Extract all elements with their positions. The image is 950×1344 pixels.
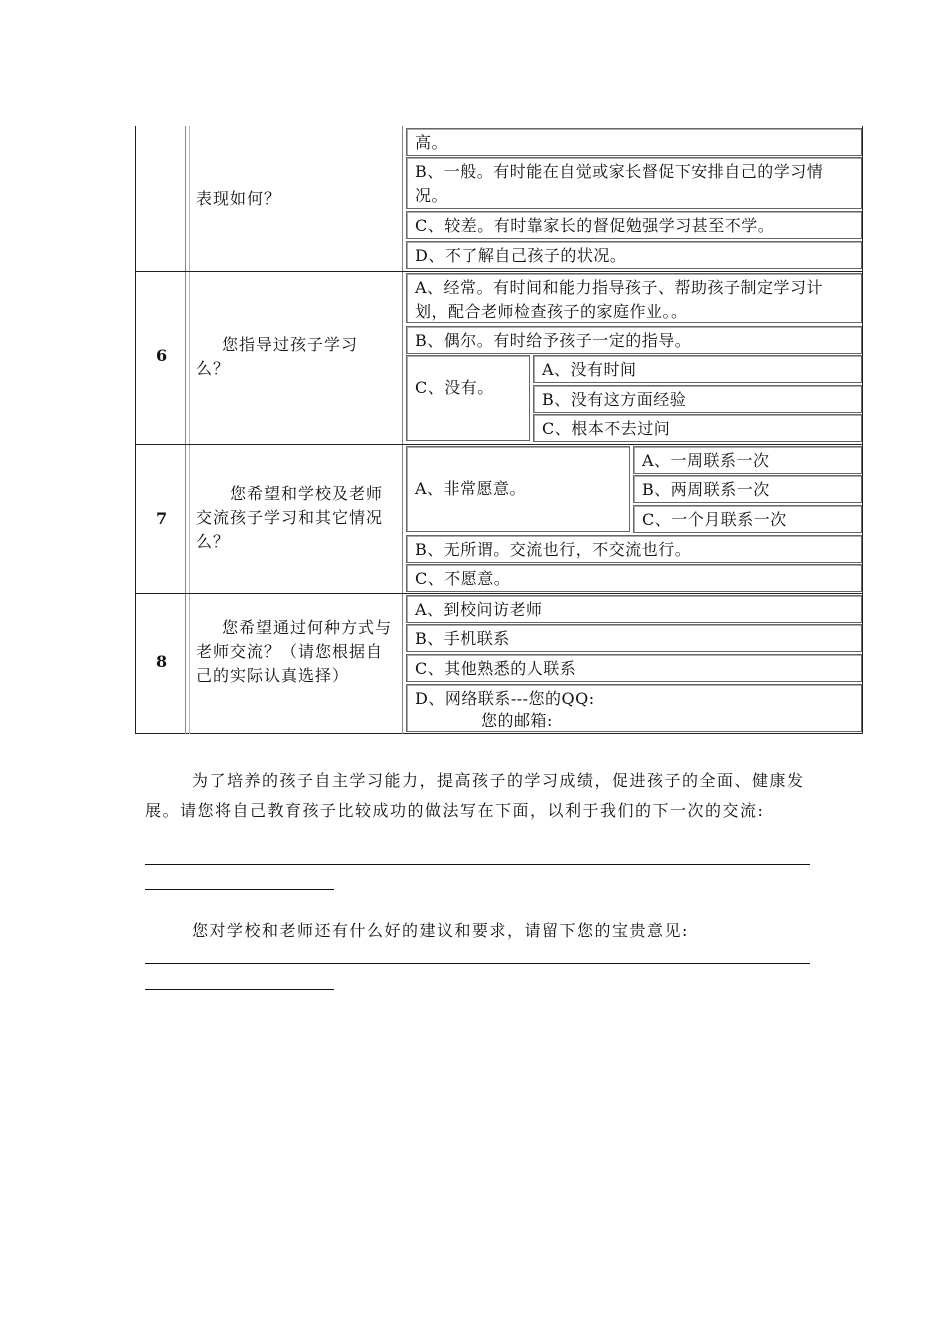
- option-cell: B、手机联系: [406, 624, 862, 652]
- answer-line[interactable]: [145, 963, 810, 964]
- option-cell: 高。: [406, 128, 862, 156]
- col-separator: [402, 126, 403, 734]
- option-cell: A、经常。有时间和能力指导孩子、帮助孩子制定学习计划，配合老师检查孩子的家庭作业。。: [406, 273, 862, 323]
- option-cell: B、一般。有时能在自觉或家长督促下安排自己的学习情况。: [406, 157, 862, 209]
- option-cell: C、没有。: [406, 355, 530, 441]
- row-separator: [135, 271, 863, 272]
- sub-option-cell: A、没有时间: [533, 355, 862, 383]
- question-number: 7: [156, 509, 168, 528]
- sub-option-cell: C、根本不去过问: [533, 414, 862, 442]
- answer-line[interactable]: [145, 889, 334, 890]
- question-text: 您指导过孩子学习么？: [196, 335, 359, 378]
- col-separator: [189, 126, 190, 734]
- option-cell: B、偶尔。有时给予孩子一定的指导。: [406, 326, 862, 354]
- question-text: 表现如何？: [196, 189, 282, 208]
- question-text: 您希望和学校及老师交流孩子学习和其它情况么？: [196, 484, 384, 551]
- answer-line[interactable]: [145, 989, 334, 990]
- option-cell: C、其他熟悉的人联系: [406, 654, 862, 682]
- option-cell: B、无所谓。交流也行，不交流也行。: [406, 535, 862, 563]
- question-text: 您希望通过何种方式与老师交流？（请您根据自己的实际认真选择）: [196, 618, 393, 685]
- row-separator: [135, 444, 863, 445]
- col-separator: [185, 126, 186, 734]
- option-cell: [406, 684, 862, 732]
- instruction-paragraph: 为了培养的孩子自主学习能力，提高孩子的学习成绩，促进孩子的全面、健康发展。请您将自己教育孩子比较成功的做法写在下面，以利于我们的下一次的交流:: [145, 771, 805, 820]
- answer-line[interactable]: [145, 864, 810, 865]
- sub-option-cell: B、两周联系一次: [633, 475, 862, 503]
- question-number: 8: [156, 652, 168, 671]
- question-number: 6: [156, 346, 168, 365]
- instruction-paragraph: 您对学校和老师还有什么好的建议和要求，请留下您的宝贵意见:: [192, 921, 689, 940]
- option-cell: A、到校问访老师: [406, 595, 862, 623]
- option-d-line1: D、网络联系---您的QQ:: [415, 689, 595, 708]
- option-d-line2: 您的邮箱:: [481, 711, 553, 730]
- table-bottom-border: [135, 733, 863, 734]
- table-left-border: [135, 126, 136, 734]
- sub-option-cell: B、没有这方面经验: [533, 385, 862, 413]
- sub-option-cell: C、一个月联系一次: [633, 505, 862, 533]
- sub-option-cell: A、一周联系一次: [633, 446, 862, 474]
- option-cell: A、非常愿意。: [406, 446, 630, 532]
- table-right-border: [862, 126, 863, 734]
- option-cell: C、较差。有时靠家长的督促勉强学习甚至不学。: [406, 211, 862, 239]
- row-separator: [135, 593, 863, 594]
- option-cell: D、不了解自己孩子的状况。: [406, 241, 862, 269]
- option-cell: C、不愿意。: [406, 564, 862, 592]
